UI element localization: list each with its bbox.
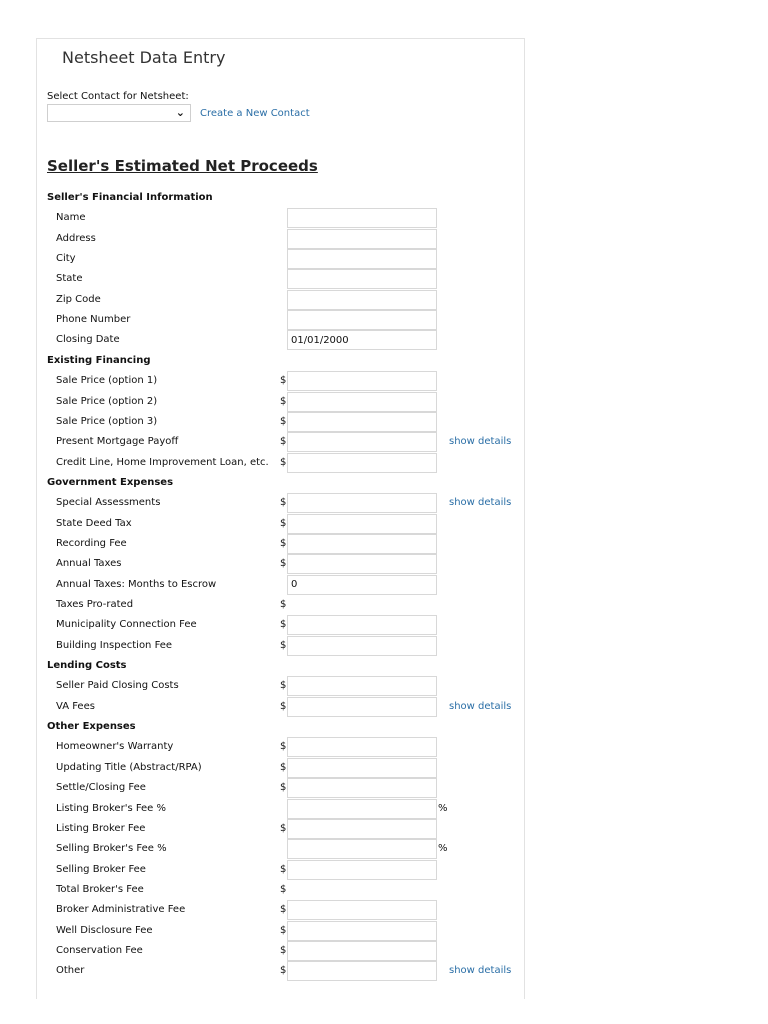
field-input[interactable] xyxy=(287,697,437,717)
field-label: Homeowner's Warranty xyxy=(56,741,174,753)
field-label: Settle/Closing Fee xyxy=(56,782,146,794)
form-row xyxy=(0,819,768,839)
main-heading: Seller's Estimated Net Proceeds xyxy=(47,157,318,175)
section-heading: Lending Costs xyxy=(47,660,127,672)
form-row xyxy=(0,412,768,432)
dollar-sign: $ xyxy=(280,904,287,916)
field-label: Building Inspection Fee xyxy=(56,639,173,651)
field-input[interactable] xyxy=(287,778,437,798)
dollar-sign: $ xyxy=(280,599,287,610)
percent-sign: % xyxy=(438,802,448,814)
dollar-sign: $ xyxy=(280,822,287,834)
dollar-sign: $ xyxy=(280,436,287,448)
form-row xyxy=(0,310,768,330)
form-row xyxy=(0,737,768,757)
field-input[interactable] xyxy=(287,575,437,595)
form-row xyxy=(0,208,768,228)
dollar-sign: $ xyxy=(280,863,287,875)
field-input[interactable] xyxy=(287,249,437,269)
field-input[interactable] xyxy=(287,229,437,249)
form-row xyxy=(0,493,768,513)
page-title: Netsheet Data Entry xyxy=(62,48,226,67)
field-label: Well Disclosure Fee xyxy=(56,924,153,936)
field-label: Annual Taxes xyxy=(56,558,122,570)
field-input[interactable] xyxy=(287,310,437,330)
form-row xyxy=(0,554,768,574)
form-row xyxy=(0,799,768,819)
field-label: City xyxy=(56,253,76,265)
field-label: Sale Price (option 1) xyxy=(56,375,158,387)
form-row xyxy=(0,615,768,635)
contact-select-label: Select Contact for Netsheet: xyxy=(47,91,189,102)
form-row xyxy=(0,392,768,412)
section-heading: Other Expenses xyxy=(47,721,136,733)
field-label: Zip Code xyxy=(56,293,101,305)
form-row xyxy=(0,534,768,554)
field-input[interactable] xyxy=(287,676,437,696)
form-row xyxy=(0,453,768,473)
field-label: Other xyxy=(56,965,85,977)
field-input[interactable] xyxy=(287,493,437,513)
dollar-sign: $ xyxy=(280,537,287,549)
field-label: Name xyxy=(56,212,86,224)
field-label: Recording Fee xyxy=(56,537,127,549)
field-input[interactable] xyxy=(287,961,437,981)
field-input[interactable] xyxy=(287,208,437,228)
field-input[interactable] xyxy=(287,290,437,310)
field-label: Present Mortgage Payoff xyxy=(56,436,179,448)
show-details-link[interactable]: show details xyxy=(449,497,512,509)
field-input[interactable] xyxy=(287,534,437,554)
section-heading: Existing Financing xyxy=(47,354,151,366)
dollar-sign: $ xyxy=(280,415,287,427)
field-label: Sale Price (option 2) xyxy=(56,395,158,407)
section-heading: Government Expenses xyxy=(47,476,174,488)
form-row xyxy=(0,941,768,961)
section-row xyxy=(0,656,768,676)
form-row xyxy=(0,575,768,595)
field-label: Total Broker's Fee xyxy=(56,883,144,895)
dollar-sign: $ xyxy=(280,944,287,956)
dollar-sign: $ xyxy=(280,761,287,773)
dollar-sign: $ xyxy=(280,965,287,977)
section-row xyxy=(0,351,768,371)
field-input[interactable] xyxy=(287,432,437,452)
field-input[interactable] xyxy=(287,453,437,473)
section-row xyxy=(0,188,768,208)
dollar-sign: $ xyxy=(280,782,287,794)
field-label: Credit Line, Home Improvement Loan, etc. xyxy=(56,456,269,468)
field-input[interactable] xyxy=(287,615,437,635)
field-label: Address xyxy=(56,232,96,244)
field-input[interactable] xyxy=(287,819,437,839)
field-input[interactable] xyxy=(287,799,437,819)
field-input[interactable] xyxy=(287,636,437,656)
form-row xyxy=(0,229,768,249)
show-details-link[interactable]: show details xyxy=(449,965,512,977)
form-row xyxy=(0,880,768,900)
field-input[interactable] xyxy=(287,737,437,757)
form-row xyxy=(0,249,768,269)
dollar-sign: $ xyxy=(280,741,287,753)
form-row xyxy=(0,371,768,391)
field-input[interactable] xyxy=(287,941,437,961)
show-details-link[interactable]: show details xyxy=(449,436,512,448)
form-row xyxy=(0,514,768,534)
field-label: Updating Title (Abstract/RPA) xyxy=(56,761,202,773)
show-details-link[interactable]: show details xyxy=(449,700,512,712)
section-row xyxy=(0,473,768,493)
field-label: Annual Taxes: Months to Escrow xyxy=(56,578,217,590)
form-row xyxy=(0,697,768,717)
dollar-sign: $ xyxy=(280,680,287,692)
form-row xyxy=(0,290,768,310)
form-row xyxy=(0,595,768,615)
dollar-sign: $ xyxy=(280,639,287,651)
section-row xyxy=(0,717,768,737)
form-row xyxy=(0,778,768,798)
field-input[interactable] xyxy=(287,412,437,432)
form-row xyxy=(0,269,768,289)
dollar-sign: $ xyxy=(280,497,287,509)
field-label: Selling Broker Fee xyxy=(56,863,146,875)
chevron-down-icon: ⌄ xyxy=(175,106,185,119)
dollar-sign: $ xyxy=(280,456,287,468)
dollar-sign: $ xyxy=(280,619,287,631)
field-label: Selling Broker's Fee % xyxy=(56,843,167,855)
form-row xyxy=(0,676,768,696)
dollar-sign: $ xyxy=(280,375,287,387)
field-input[interactable] xyxy=(287,514,437,534)
field-label: Closing Date xyxy=(56,334,120,346)
field-input[interactable] xyxy=(287,758,437,778)
field-label: State Deed Tax xyxy=(56,517,132,529)
dollar-sign: $ xyxy=(280,517,287,529)
field-label: Sale Price (option 3) xyxy=(56,415,158,427)
field-label: Broker Administrative Fee xyxy=(56,904,186,916)
section-heading: Seller's Financial Information xyxy=(47,192,213,203)
field-label: Taxes Pro-rated xyxy=(56,599,134,610)
field-input[interactable] xyxy=(287,330,437,350)
dollar-sign: $ xyxy=(280,883,287,895)
form-row xyxy=(0,758,768,778)
form-row xyxy=(0,330,768,350)
field-label: Listing Broker Fee xyxy=(56,822,146,834)
form-row xyxy=(0,860,768,880)
field-input[interactable] xyxy=(287,392,437,412)
field-label: Seller Paid Closing Costs xyxy=(56,680,179,692)
create-contact-link[interactable]: Create a New Contact xyxy=(200,108,310,119)
field-input[interactable] xyxy=(287,839,437,859)
contact-select[interactable] xyxy=(47,104,191,122)
field-label: VA Fees xyxy=(56,700,95,712)
dollar-sign: $ xyxy=(280,924,287,936)
field-input[interactable] xyxy=(287,921,437,941)
field-label: Conservation Fee xyxy=(56,944,143,956)
field-label: Listing Broker's Fee % xyxy=(56,802,167,814)
form-row xyxy=(0,961,768,981)
dollar-sign: $ xyxy=(280,700,287,712)
field-label: Municipality Connection Fee xyxy=(56,619,197,631)
form-row xyxy=(0,636,768,656)
dollar-sign: $ xyxy=(280,558,287,570)
dollar-sign: $ xyxy=(280,395,287,407)
field-input[interactable] xyxy=(287,371,437,391)
form-row xyxy=(0,839,768,859)
field-input[interactable] xyxy=(287,860,437,880)
form-row xyxy=(0,432,768,452)
form-row xyxy=(0,921,768,941)
field-label: Phone Number xyxy=(56,314,131,326)
field-label: State xyxy=(56,273,83,285)
field-input[interactable] xyxy=(287,900,437,920)
form-row xyxy=(0,900,768,920)
field-input[interactable] xyxy=(287,269,437,289)
field-input[interactable] xyxy=(287,554,437,574)
percent-sign: % xyxy=(438,843,448,855)
field-label: Special Assessments xyxy=(56,497,161,509)
